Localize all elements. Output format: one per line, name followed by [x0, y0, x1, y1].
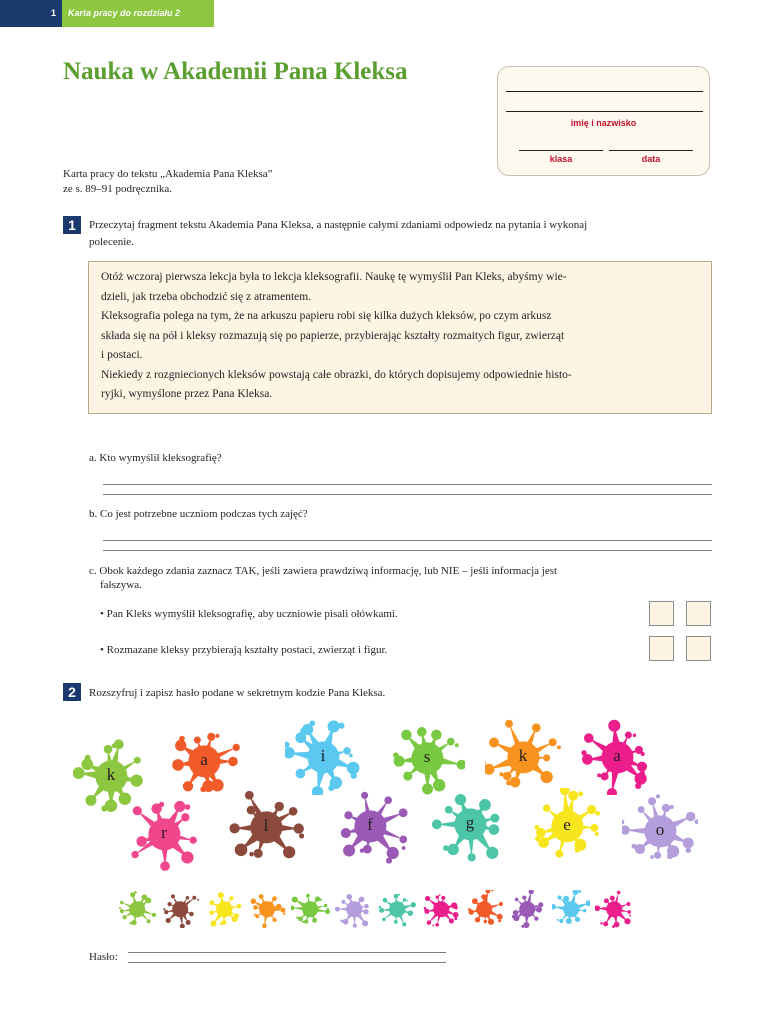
code-splat: [291, 890, 329, 928]
passage-line: i postaci.: [101, 349, 143, 361]
chapter-label-block: [62, 0, 214, 27]
task-1-instruction-line-2: polecenie.: [89, 236, 134, 248]
code-splat: [378, 890, 416, 928]
task-1-instruction-line-1: Przeczytaj fragment tekstu Akademia Pana Kleksa, a następnie całymi zdaniami odpowiedz na pytania i wykonaj: [89, 219, 588, 231]
password-answer-line-1[interactable]: [128, 952, 446, 953]
worksheet-header: [0, 0, 214, 27]
chapter-label: Karta pracy do rozdziału 2: [68, 8, 181, 18]
password-answer-line-2[interactable]: [128, 962, 446, 963]
answer-line-b-2[interactable]: [103, 550, 712, 551]
splat-letter: i: [320, 746, 326, 765]
code-splat: [422, 890, 460, 928]
name-line-2[interactable]: [506, 111, 703, 112]
code-splat: [595, 890, 633, 928]
statement-2-tak-box[interactable]: [649, 636, 674, 661]
answer-line-a-2[interactable]: [103, 494, 712, 495]
question-c-line-1: c. Obok każdego zdania zaznacz TAK, jeśli zawiera prawdziwą informację, lub NIE – jeśli informacja jest: [89, 565, 558, 577]
splat-letter: f: [367, 815, 373, 834]
name-label: imię i nazwisko: [570, 118, 637, 128]
task-1-instruction: [89, 217, 714, 251]
splat-letter: r: [161, 823, 167, 842]
splat-letter: a: [200, 750, 208, 769]
splat-letter: g: [465, 813, 475, 832]
passage-line: Kleksografia polega na tym, że na arkuszu papieru robi się kilka dużych kleksów, po czym arkusz: [101, 310, 552, 322]
splat-letter: k: [518, 746, 528, 765]
splat-letter: k: [106, 765, 116, 784]
intro-text: [63, 167, 273, 197]
question-c-line-2: fałszywa.: [100, 579, 142, 591]
page-number-block: [0, 0, 62, 27]
code-splat: [508, 890, 546, 928]
code-splat: [552, 890, 590, 928]
date-label: data: [641, 154, 661, 164]
name-line-1[interactable]: [506, 91, 703, 92]
code-splat: [205, 890, 243, 928]
splat-letter: o: [655, 820, 665, 839]
class-label: klasa: [549, 154, 573, 164]
intro-line-1: Karta pracy do tekstu „Akademia Pana Kleksa”: [63, 168, 273, 180]
statement-2: • Rozmazane kleksy przybierają kształty postaci, zwierząt i figur.: [100, 644, 388, 656]
student-info-box: [497, 66, 710, 176]
question-c: [89, 564, 709, 592]
answer-line-a-1[interactable]: [103, 484, 712, 485]
task-2-instruction: Rozszyfruj i zapisz hasło podane w sekretnym kodzie Pana Kleksa.: [89, 687, 386, 699]
passage-line: Niekiedy z rozgniecionych kleksów powstają całe obrazki, do których dopisujemy odpowiednie histo-: [101, 368, 572, 381]
passage-line: Otóż wczoraj pierwsza lekcja była to lekcja kleksografii. Naukę tę wymyślił Pan Kleks, abyśmy wie-: [101, 271, 567, 283]
statement-1-tak-box[interactable]: [649, 601, 674, 626]
intro-line-2: ze s. 89–91 podręcznika.: [63, 183, 173, 195]
passage-line: ryjki, wymyślone przez Pana Kleksa.: [101, 388, 273, 400]
question-a: a. Kto wymyślił kleksografię?: [89, 452, 222, 464]
task-2-badge: 2: [63, 683, 81, 701]
splat-letter: a: [613, 746, 621, 765]
task-1-badge: 1: [63, 216, 81, 234]
statement-2-nie-box[interactable]: [686, 636, 711, 661]
date-line[interactable]: [609, 150, 693, 151]
statement-1-nie-box[interactable]: [686, 601, 711, 626]
answer-label: Hasło:: [89, 951, 118, 963]
question-b: b. Co jest potrzebne uczniom podczas tych zajęć?: [89, 508, 308, 520]
splat-letter: e: [563, 815, 571, 834]
splat-letter: s: [423, 747, 431, 766]
passage-line: dzieli, jak trzeba obchodzić się z atramentem.: [101, 290, 312, 303]
class-line[interactable]: [519, 150, 603, 151]
code-splat: [248, 890, 286, 928]
passage-line: składa się na pół i kleksy rozmazują się po papierze, przybierając kształty rozmaitych figur, zwierząt: [101, 329, 565, 342]
splat-letter: l: [263, 816, 269, 835]
code-splat: [335, 890, 373, 928]
statement-1: • Pan Kleks wymyślił kleksografię, aby uczniowie pisali ołówkami.: [100, 608, 398, 620]
code-splat: [465, 890, 503, 928]
page-title: Nauka w Akademii Pana Kleksa: [63, 58, 408, 85]
answer-line-b-1[interactable]: [103, 540, 712, 541]
page-number: 1: [50, 8, 56, 18]
reading-passage: [88, 261, 712, 414]
code-splat: [118, 890, 156, 928]
code-splat: [161, 890, 199, 928]
